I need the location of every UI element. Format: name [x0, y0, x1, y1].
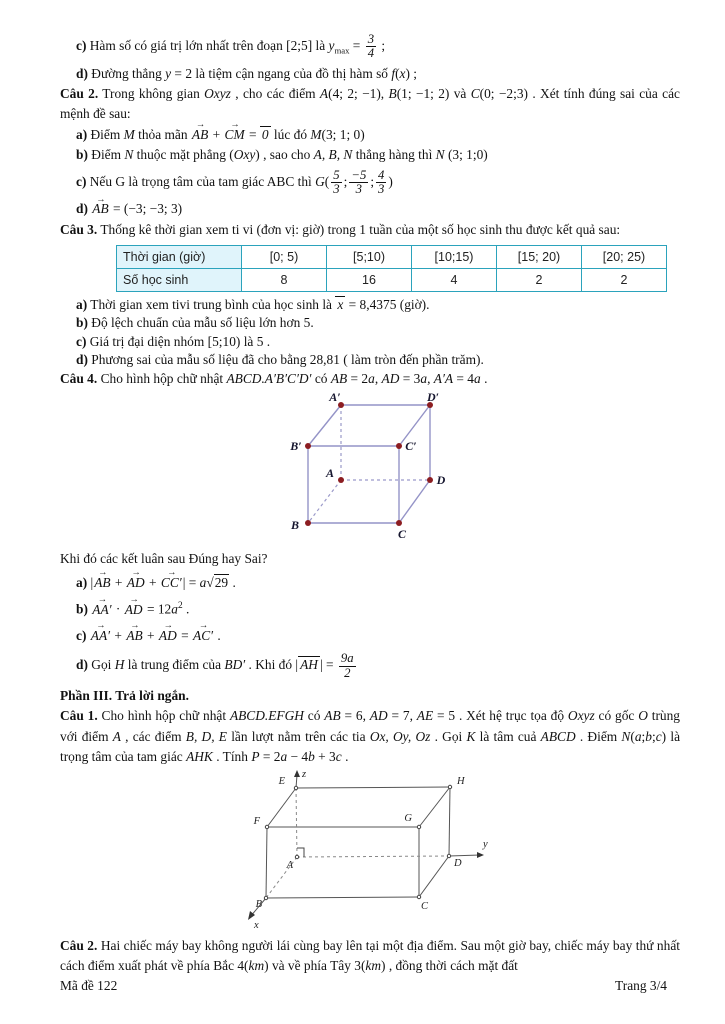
text-span: + — [209, 126, 224, 142]
fig1-label-a-prime: A′ — [329, 393, 341, 405]
text-span: = 2 — [347, 370, 369, 386]
text-line — [76, 623, 680, 649]
fig2-label-z-axis: z — [302, 768, 307, 780]
bold-text: a) — [76, 574, 88, 590]
text-span: có — [311, 370, 331, 386]
italic-text: A — [112, 728, 121, 744]
italic-text: b — [645, 728, 652, 744]
text-span: ) ; — [405, 65, 418, 81]
text-span: + — [111, 627, 126, 643]
overline-term: 0 — [261, 126, 269, 142]
italic-text: y — [328, 37, 335, 53]
italic-text: AD — [381, 370, 400, 386]
italic-text: Ox, Oy, Oz — [369, 728, 431, 744]
fig1-label-c-prime: C′ — [405, 439, 417, 454]
italic-text: B, D, E — [185, 728, 227, 744]
text-span: = — [349, 37, 364, 53]
italic-text: O — [638, 708, 648, 724]
text-span: (3; 1;0) — [444, 147, 488, 163]
box-figure-abcd-svg — [260, 393, 472, 545]
text-line — [60, 549, 680, 569]
text-span: lần lượt nằm trên các tia — [226, 728, 370, 744]
fig2-label-x-axis: x — [254, 919, 259, 931]
italic-text: Oxy — [233, 147, 256, 163]
text-span: (1; −1; 2) — [396, 86, 450, 102]
italic-text: C — [470, 86, 480, 102]
table-cell: Số học sinh — [117, 269, 242, 292]
fig1-label-b-prime: B′ — [290, 439, 302, 454]
text-line — [60, 84, 680, 125]
text-span: Hai chiếc máy bay không người lái cùng bay lên tại một địa điểm. Sau một giờ bay, chiếc máy bay thứ nhất cách điểm xuất phát về phía Bắc 4( — [60, 937, 680, 973]
text-span: , — [427, 370, 434, 386]
fig2-label-y-axis: y — [483, 838, 488, 850]
fig1-label-d: D — [436, 473, 446, 488]
text-span: = 6, — [340, 708, 370, 724]
bold-text: c) — [76, 173, 87, 189]
math-fraction: $\frac{5}{3}$ — [333, 167, 340, 196]
fig2-label-b: B — [255, 898, 262, 910]
bold-text: c) — [76, 37, 87, 53]
bold-text: Câu 3. — [60, 221, 98, 237]
bold-text: Phần III. Trả lời ngắn. — [60, 688, 189, 703]
italic-text: AB — [324, 708, 341, 724]
text-line — [76, 333, 680, 351]
math-fraction: $\frac{3}{4}$ — [367, 32, 375, 61]
text-line — [60, 220, 680, 240]
vector-term: AD → — [126, 573, 146, 593]
text-span: = 8,4375 (giờ). — [345, 297, 430, 313]
italic-text: x — [399, 65, 406, 81]
italic-text: G — [315, 173, 325, 189]
page-number: Trang 3/4 — [615, 978, 667, 993]
italic-text: a — [634, 728, 642, 744]
text-span: có gốc — [594, 708, 639, 724]
text-span: ; — [343, 173, 348, 189]
exam-code: Mã đề 122 — [60, 978, 118, 993]
box-figure-efgh-axes — [236, 768, 680, 936]
vector-term: AC′ → — [192, 626, 214, 646]
text-span: = 12 — [143, 601, 172, 617]
text-span: là tâm cuả — [475, 728, 541, 744]
italic-text: AB — [330, 370, 348, 386]
text-span: . — [341, 749, 349, 765]
subscript: max — [334, 45, 350, 56]
text-span: . Gọi — [430, 728, 467, 744]
vector-term: AB → — [93, 573, 111, 593]
italic-text: N — [621, 728, 631, 744]
table-cell: [10;15) — [412, 246, 497, 269]
text-span: thẳng hàng thì — [352, 147, 436, 163]
text-span: Hàm số có giá trị lớn nhất trên đoạn — [86, 37, 287, 53]
fig2-label-f: F — [253, 815, 260, 827]
italic-text: K — [466, 728, 476, 744]
section-after-fig2 — [60, 936, 680, 977]
text-span: | — [295, 657, 299, 673]
bold-text: Câu 4. — [60, 370, 98, 386]
text-span: Phương sai của mẫu số liệu đã cho bằng 28,81 ( làm tròn đến phần trăm). — [87, 351, 484, 367]
text-span: và — [449, 86, 471, 102]
italic-text: BD′ — [224, 657, 246, 673]
italic-text: H — [114, 657, 125, 673]
text-span: (3; 1; 0) — [321, 126, 365, 142]
bold-text: d) — [76, 65, 88, 81]
italic-text: P — [251, 749, 260, 765]
italic-text: ABCD — [540, 728, 576, 744]
bold-text: d) — [76, 657, 88, 673]
bold-text: b) — [76, 601, 88, 617]
text-span: . — [182, 601, 190, 617]
text-span: Nếu G là trọng tâm của tam giác ABC thì — [86, 173, 316, 189]
text-span: = 3 — [399, 370, 421, 386]
table-cell: 2 — [497, 269, 582, 292]
italic-text: AE — [416, 708, 434, 724]
page-footer — [60, 978, 667, 994]
text-span: , cho các điểm — [230, 86, 320, 102]
text-span: Thời gian xem tivi trung bình của học sinh là — [87, 297, 336, 313]
text-span: có — [303, 708, 325, 724]
table-cell: 4 — [412, 269, 497, 292]
bold-text: c) — [76, 333, 87, 349]
section-after-fig1 — [60, 549, 680, 767]
fig1-label-a: A — [325, 466, 335, 481]
math-fraction: $\frac{-5}{3}$ — [351, 167, 367, 196]
text-line — [76, 145, 680, 165]
bold-text: Câu 2. — [60, 86, 99, 102]
vector-term: AD → — [124, 600, 144, 620]
bold-text: b) — [76, 147, 88, 163]
section-after-table — [60, 296, 680, 389]
italic-text: b — [308, 749, 315, 765]
vector-term: AB → — [191, 125, 209, 145]
text-span: | = — [319, 657, 337, 673]
vector-term: AB → — [91, 199, 109, 219]
text-span: = — [177, 627, 193, 643]
text-span: Điểm — [87, 126, 124, 142]
italic-text: ABCD.EFGH — [229, 708, 304, 724]
text-line — [76, 649, 680, 683]
text-span: ( — [395, 65, 400, 81]
text-span: = — [245, 126, 260, 142]
math-fraction: $\frac{9a}{2}$ — [340, 651, 354, 680]
text-span: là — [312, 37, 329, 53]
text-line — [76, 296, 680, 314]
text-line — [60, 706, 680, 767]
italic-text: M — [310, 126, 322, 142]
italic-text: A, B, N — [313, 147, 353, 163]
text-span: ; — [641, 728, 646, 744]
text-span: Thống kê thời gian xem ti vi (đơn vị: giờ) trong 1 tuần của một số học sinh thu được kết quả sau: — [97, 221, 621, 237]
text-span: ( — [630, 728, 635, 744]
text-span: Cho hình hộp chữ nhật — [97, 708, 230, 724]
italic-text: Oxyz — [567, 708, 595, 724]
bold-text: b) — [76, 315, 88, 331]
text-span: lúc đó — [270, 126, 311, 142]
exam-content — [60, 30, 680, 976]
text-span: (0; −2;3) — [479, 86, 528, 102]
bold-text: a) — [76, 297, 88, 313]
text-span: [2;5] — [286, 37, 313, 53]
text-line — [76, 30, 680, 64]
text-span: . — [214, 627, 221, 643]
text-line — [76, 64, 680, 84]
table-cell: [15; 20) — [497, 246, 582, 269]
text-span: . Điểm — [575, 728, 622, 744]
text-span: = 5 . Xét hệ trục tọa độ — [433, 708, 568, 724]
text-span: ) — [388, 173, 393, 189]
text-span: ( — [324, 173, 330, 189]
italic-text: A — [319, 86, 329, 102]
text-span: (4; 2; −1), — [328, 86, 389, 102]
text-line — [60, 686, 680, 706]
overline-term: AH — [300, 657, 318, 673]
italic-text: f — [391, 65, 396, 81]
vector-term: CC′ → — [160, 573, 183, 593]
text-span: | — [87, 574, 94, 590]
text-line — [76, 314, 680, 332]
text-span: · — [112, 601, 124, 617]
text-span: = 2 — [259, 749, 281, 765]
text-span: + 3 — [314, 749, 336, 765]
text-span: ) — [661, 728, 667, 744]
box-figure-efgh-svg — [236, 768, 508, 932]
bold-text: Câu 1. — [60, 708, 98, 724]
table-row — [117, 269, 667, 292]
italic-text: M — [123, 126, 135, 142]
text-span: là trung điểm của — [124, 657, 225, 673]
bold-text: Câu 2. — [60, 937, 98, 953]
text-line — [60, 936, 680, 977]
text-span: Gọi — [87, 657, 115, 673]
table-cell: 2 — [582, 269, 667, 292]
text-span: . Xét tính đúng sai của các mệnh đề sau: — [60, 86, 680, 122]
overline-term: x — [337, 297, 344, 313]
bold-text: d) — [76, 351, 88, 367]
italic-text: km — [365, 957, 382, 973]
bold-text: c) — [76, 627, 87, 643]
text-span: Đường thẳng — [87, 65, 166, 81]
vector-term: CM → — [224, 125, 246, 145]
bold-text: d) — [76, 201, 88, 217]
italic-text: a — [171, 601, 178, 617]
italic-text: AHK — [186, 749, 213, 765]
text-span: . — [480, 370, 488, 386]
box-figure-abcd-prime — [260, 393, 680, 549]
text-span: + — [111, 574, 126, 590]
statistics-table — [116, 245, 667, 292]
text-span: + — [143, 627, 158, 643]
italic-text: a — [280, 749, 288, 765]
text-span: − 4 — [287, 749, 309, 765]
text-line — [76, 351, 680, 369]
table-row — [117, 246, 667, 269]
text-line — [76, 125, 680, 145]
table-cell: Thời gian (giờ) — [117, 246, 242, 269]
vector-term: AA′ → — [90, 626, 111, 646]
text-span: = 2 là tiệm cận ngang của đồ thị hàm số — [171, 65, 392, 81]
math-fraction: $\frac{4}{3}$ — [378, 167, 385, 196]
text-span: Khi đó các kết luân sau Đúng hay Sai? — [60, 551, 268, 567]
text-span: Giá trị đại diện nhóm [5;10) là 5 . — [86, 333, 271, 349]
italic-text: N — [124, 147, 134, 163]
italic-text: AD — [369, 708, 388, 724]
superscript: 2 — [177, 601, 183, 612]
italic-text: N — [435, 147, 445, 163]
text-span: ; — [651, 728, 656, 744]
vector-term: AD → — [158, 626, 178, 646]
text-line — [60, 369, 680, 389]
table-cell: [20; 25) — [582, 246, 667, 269]
text-span: ) và về phía Tây 3( — [264, 957, 366, 973]
text-span: thỏa mãn — [134, 126, 191, 142]
text-span: . Khi đó — [245, 657, 296, 673]
text-span: , — [374, 370, 382, 386]
fig2-label-a: A — [286, 859, 293, 871]
table-cell: 16 — [327, 269, 412, 292]
italic-text: a — [474, 370, 481, 386]
text-span: = (−3; −3; 3) — [109, 201, 183, 217]
table-cell: 8 — [242, 269, 327, 292]
text-span: . — [229, 574, 236, 590]
fig2-label-e: E — [278, 775, 285, 787]
text-span: | = — [182, 574, 200, 590]
table-cell: [5;10) — [327, 246, 412, 269]
text-span: Độ lệch chuẩn của mẫu số liệu lớn hơn 5. — [87, 315, 314, 331]
text-line — [76, 166, 680, 200]
text-span: Trong không gian — [98, 86, 205, 102]
italic-text: Oxyz — [204, 86, 231, 102]
vector-term: AB → — [125, 626, 143, 646]
fig1-label-d-prime: D′ — [426, 393, 440, 405]
text-span: = 4 — [453, 370, 475, 386]
fig2-label-g: G — [404, 812, 412, 824]
bold-text: a) — [76, 126, 88, 142]
vector-term: AA′ → — [91, 600, 112, 620]
fig2-label-c: C — [421, 900, 429, 912]
italic-text: km — [248, 957, 265, 973]
italic-text: A′A — [433, 370, 454, 386]
text-span: trùng với điểm — [60, 708, 680, 744]
text-span: , các điểm — [120, 728, 186, 744]
text-span: ) , sao cho — [255, 147, 314, 163]
text-span: Điểm — [87, 147, 125, 163]
text-span: ; — [378, 37, 386, 53]
text-span: là trọng tâm của tam giác — [60, 728, 681, 765]
italic-text: y — [165, 65, 172, 81]
text-span: ) , đồng thời cách mặt đất — [381, 957, 518, 973]
fig1-label-c: C — [397, 527, 407, 542]
italic-text: a — [199, 574, 207, 590]
text-line — [76, 570, 680, 596]
text-span: + — [145, 574, 160, 590]
italic-text: ABCD.A′B′C′D′ — [226, 370, 312, 386]
fig2-label-d: D — [454, 857, 462, 869]
text-span: = 7, — [387, 708, 417, 724]
text-line — [76, 199, 680, 219]
text-span: ; — [370, 173, 375, 189]
section-before-table — [60, 30, 680, 240]
italic-text: c — [655, 728, 662, 744]
fig1-label-b: B — [290, 518, 300, 533]
italic-text: B — [388, 86, 397, 102]
italic-text: c — [335, 749, 342, 765]
text-span: thuộc mặt phẳng ( — [133, 147, 234, 163]
text-span: Cho hình hộp chữ nhật — [97, 370, 227, 386]
italic-text: a — [420, 370, 428, 386]
math-sqrt: √ 29 — [206, 574, 229, 590]
italic-text: a — [368, 370, 375, 386]
table-cell: [0; 5) — [242, 246, 327, 269]
text-span: . Tính — [212, 749, 252, 765]
fig2-label-h: H — [457, 775, 465, 787]
